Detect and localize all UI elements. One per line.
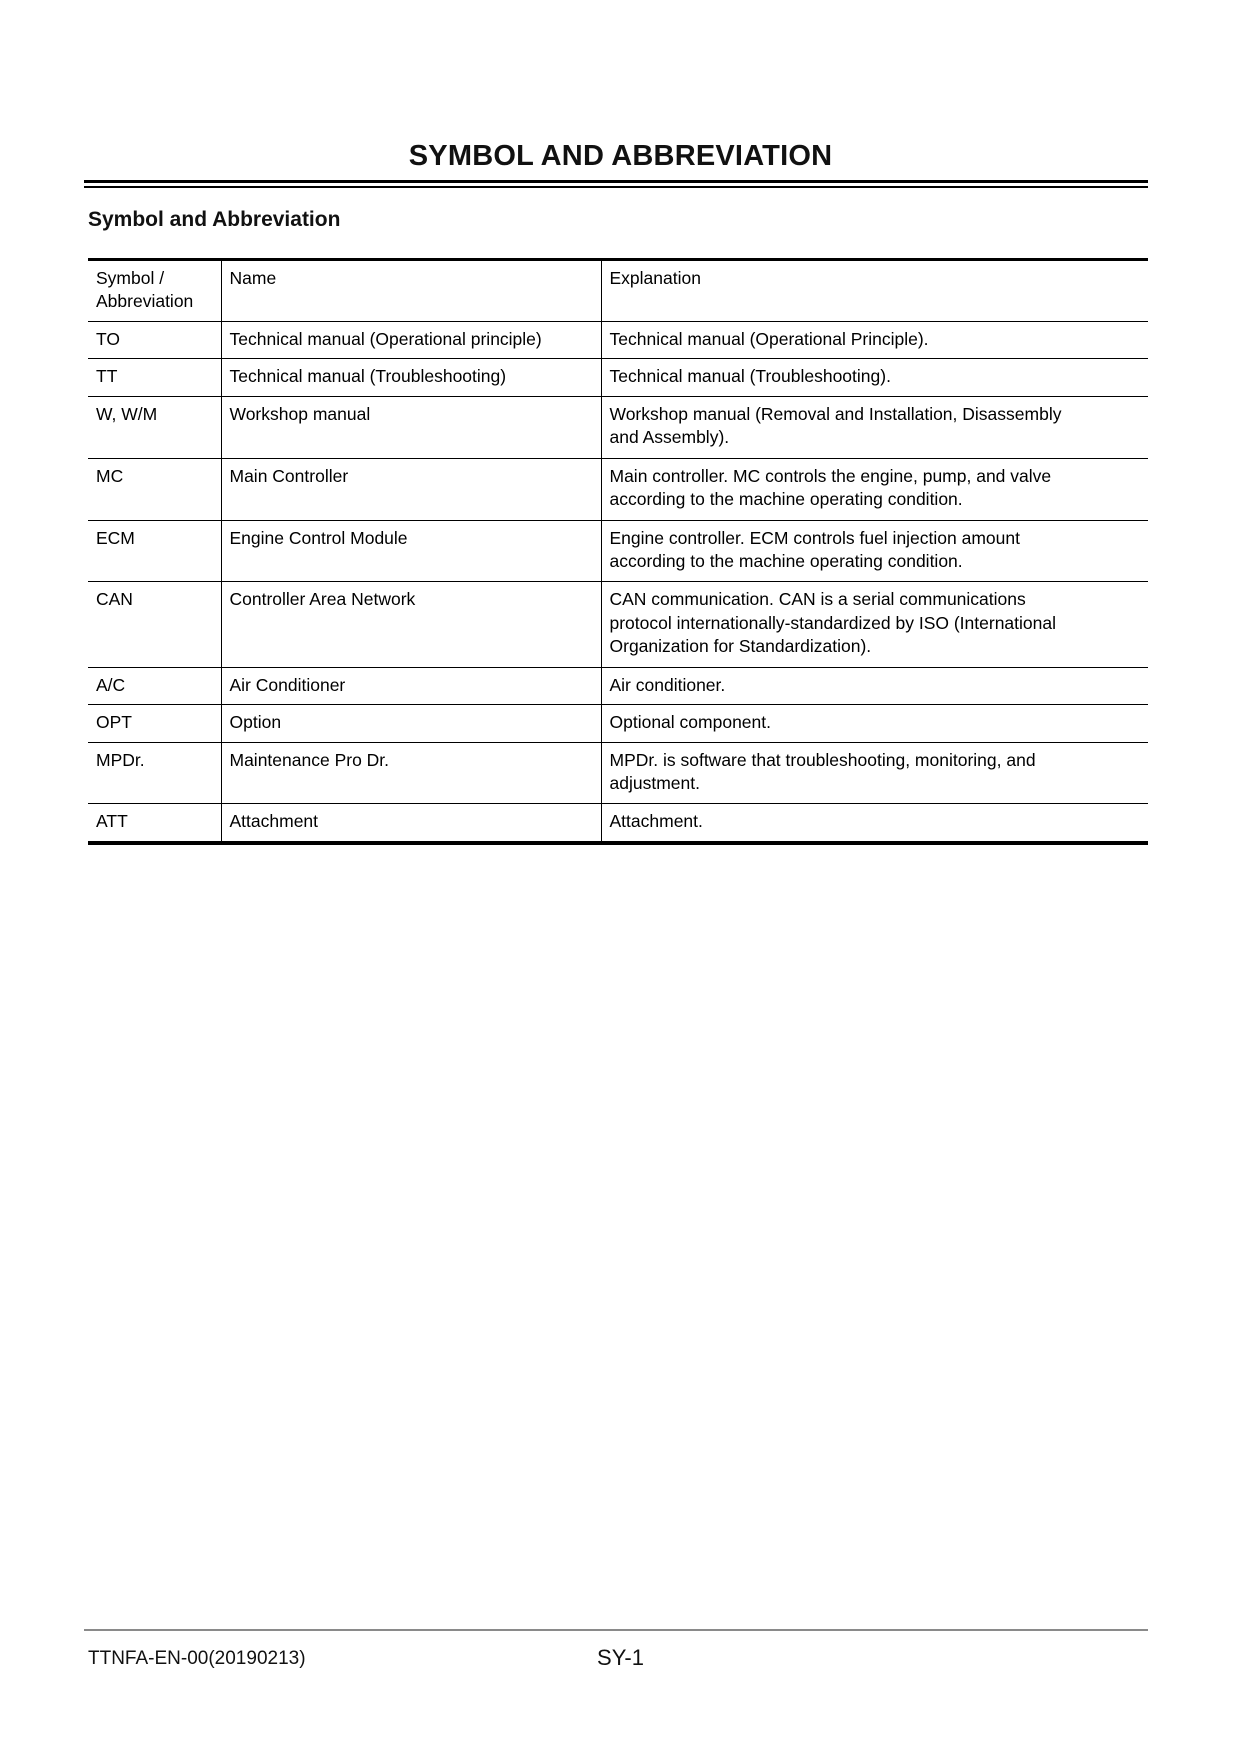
explanation-line: according to the machine operating condition. [609, 550, 963, 571]
header-cell-explanation: Explanation [601, 261, 1148, 321]
header-symbol-line2: Abbreviation [96, 291, 194, 312]
footer-page-number: SY-1 [597, 1645, 644, 1670]
cell-explanation [601, 396, 1148, 458]
cell-symbol: W, W/M [88, 396, 221, 458]
explanation-line: Attachment. [609, 811, 703, 832]
cell-name: Technical manual (Operational principle) [221, 321, 601, 358]
explanation-line: adjustment. [609, 773, 700, 793]
table-row [88, 458, 1148, 520]
cell-symbol: TT [88, 359, 221, 396]
explanation-line: Technical manual (Operational Principle). [609, 328, 929, 349]
table-bottom-border [88, 842, 1148, 845]
cell-explanation [601, 321, 1148, 358]
cell-symbol: A/C [88, 667, 221, 704]
section-heading: Symbol and Abbreviation [88, 208, 341, 231]
explanation-line: Organization for Standardization). [609, 636, 872, 657]
cell-explanation [601, 804, 1148, 841]
cell-explanation [601, 705, 1148, 742]
title-divider [84, 180, 1148, 188]
cell-symbol: TO [88, 321, 221, 358]
explanation-line: Engine controller. ECM controls fuel injection amount [609, 527, 1020, 548]
cell-name: Air Conditioner [221, 667, 601, 704]
explanation-line: MPDr. is software that troubleshooting, monitoring, and [609, 749, 1036, 770]
explanation-line: Main controller. MC controls the engine, pump, and valve [609, 465, 1052, 486]
table-row [88, 520, 1148, 582]
cell-symbol: MPDr. [88, 742, 221, 804]
cell-symbol: CAN [88, 582, 221, 667]
explanation-line: Workshop manual (Removal and Installation, Disassembly [609, 403, 1062, 424]
table-row [88, 705, 1148, 742]
table-row [88, 582, 1148, 667]
cell-name: Option [221, 705, 601, 742]
explanation-line: protocol internationally-standardized by ISO (International [609, 612, 1056, 633]
cell-explanation [601, 520, 1148, 582]
cell-explanation [601, 582, 1148, 667]
cell-name: Workshop manual [221, 396, 601, 458]
explanation-line: Optional component. [609, 712, 771, 733]
table-row [88, 667, 1148, 704]
cell-name: Engine Control Module [221, 520, 601, 582]
header-cell-name: Name [221, 261, 601, 321]
cell-symbol: ECM [88, 520, 221, 582]
table-row [88, 396, 1148, 458]
header-symbol-line1: Symbol / [96, 268, 165, 288]
cell-explanation [601, 458, 1148, 520]
cell-name: Attachment [221, 804, 601, 841]
table-row [88, 804, 1148, 841]
symbol-abbreviation-table [88, 261, 1148, 842]
explanation-line: Technical manual (Troubleshooting). [609, 366, 891, 387]
explanation-line: according to the machine operating condition. [609, 489, 963, 510]
cell-name: Controller Area Network [221, 582, 601, 667]
explanation-line: Air conditioner. [609, 674, 726, 695]
page-title: SYMBOL AND ABBREVIATION [408, 140, 833, 172]
cell-symbol: OPT [88, 705, 221, 742]
table-row [88, 359, 1148, 396]
cell-symbol: ATT [88, 804, 221, 841]
cell-explanation [601, 667, 1148, 704]
cell-explanation [601, 742, 1148, 804]
explanation-line: CAN communication. CAN is a serial communications [609, 589, 1026, 610]
cell-name: Main Controller [221, 458, 601, 520]
table-row [88, 742, 1148, 804]
cell-name: Technical manual (Troubleshooting) [221, 359, 601, 396]
cell-name: Maintenance Pro Dr. [221, 742, 601, 804]
footer-divider [84, 1629, 1148, 1631]
cell-symbol: MC [88, 458, 221, 520]
footer-document-code: TTNFA-EN-00(20190213) [88, 1648, 306, 1669]
cell-explanation [601, 359, 1148, 396]
table-header-row [88, 261, 1148, 321]
table-row [88, 321, 1148, 358]
header-cell-symbol [88, 261, 221, 321]
explanation-line: and Assembly). [609, 427, 730, 448]
symbol-abbreviation-table-wrapper [88, 258, 1148, 845]
